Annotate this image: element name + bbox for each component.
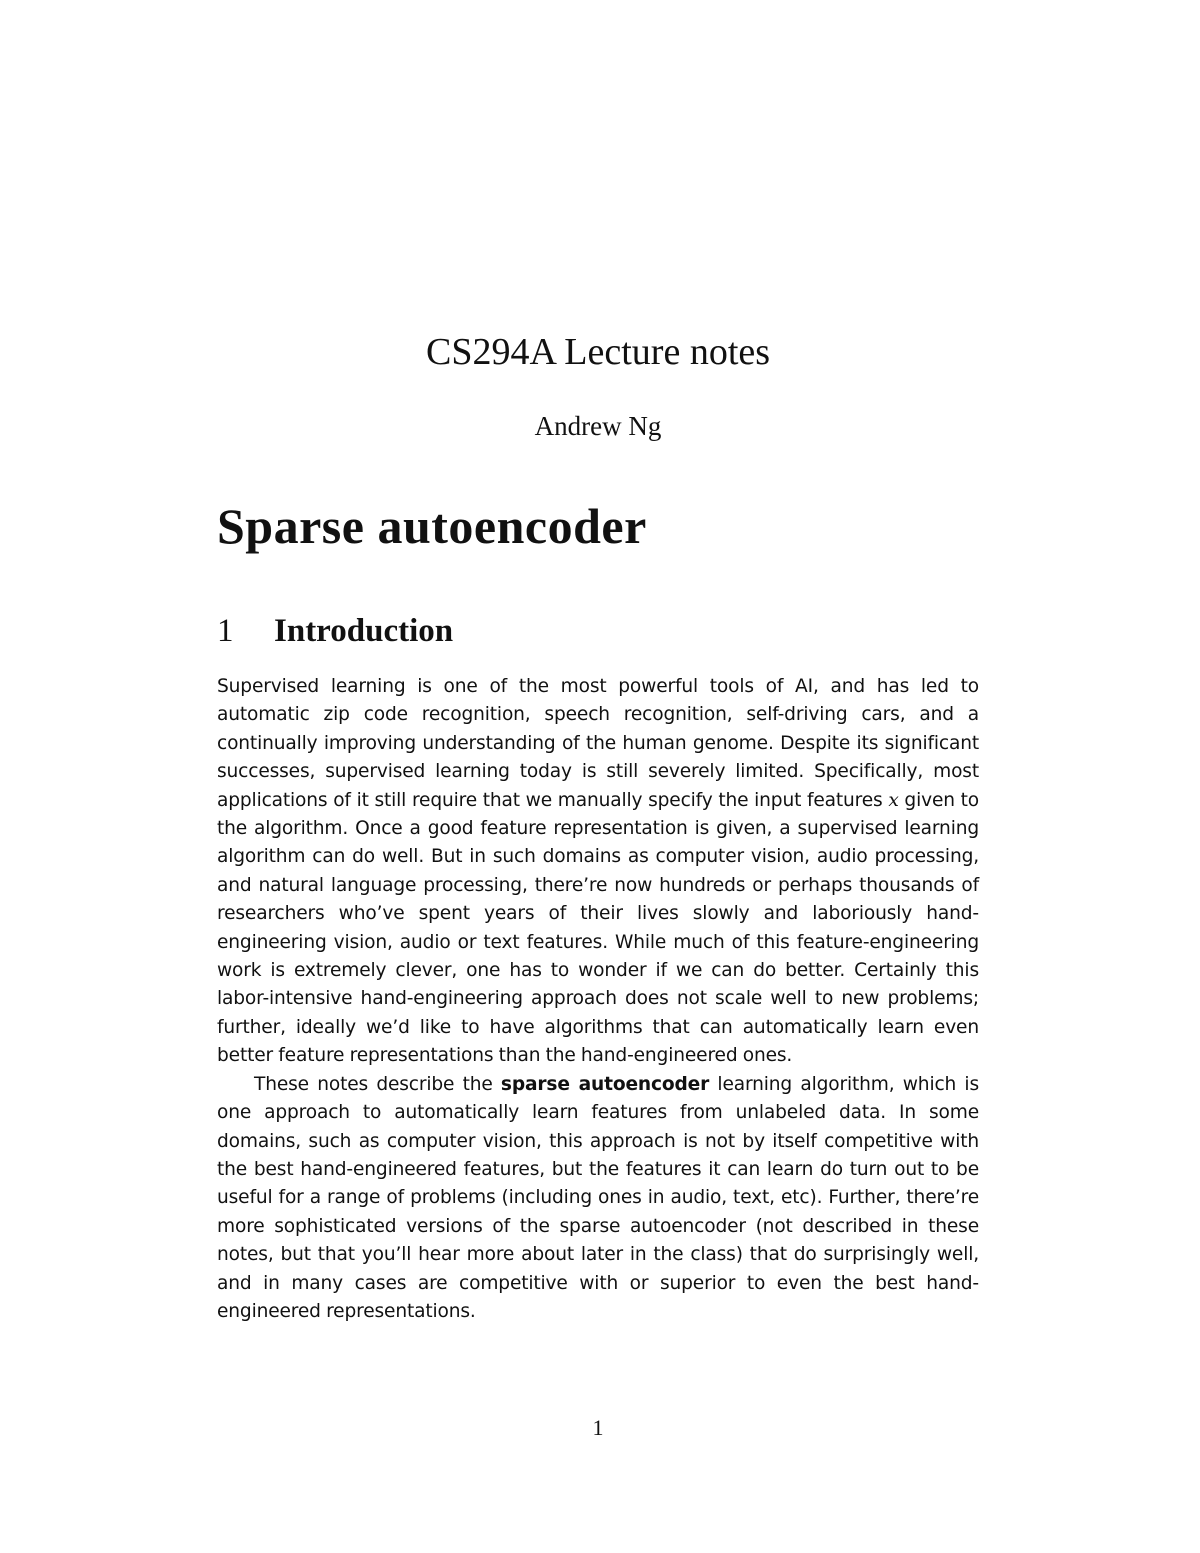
paragraph-intro-part2: given to the algorithm. Once a good feature representation is given, a supervised learning algorithm can do well. But in such domains as computer vision, audio processing, and natural language processing, there’re now hundreds or perhaps thousands of researchers who’ve spent years of their lives slowly and laboriously hand-engineering vision, audio or text features. While much of this feature-engineering work is extremely clever, one has to wonder if we can do better. Certainly this labor-intensive hand-engineering approach does not scale well to new problems; further, ideally we’d like to have algorithms that can automatically learn even better feature representations than the hand-engineered ones.: [217, 789, 979, 1067]
paragraph-intro: [217, 673, 979, 1071]
document-title: CS294A Lecture notes: [425, 331, 771, 373]
bold-term-sparse-autoencoder: sparse autoencoder: [500, 1073, 710, 1095]
section-heading: [217, 610, 453, 652]
paragraph-sparse-part2: learning algorithm, which is one approach to automatically learn features from unlabeled data. In some domains, such as computer vision, this approach is not by itself competitive with the best hand-engineered features, but the features it can learn do turn out to be useful for a range of problems (including ones in audio, text, etc). Further, there’re more sophisticated versions of the sparse autoencoder (not described in these notes, but that you’ll hear more about later in the class) that do surprisingly well, and in many cases are competitive with or superior to even the best hand-engineered representations.: [217, 1073, 979, 1322]
page-number: 1: [592, 1415, 604, 1440]
body-text: [217, 673, 979, 1326]
paragraph-intro-part1: Supervised learning is one of the most powerful tools of AI, and has led to automatic zip code recognition, speech recognition, self-driving cars, and a continually improving understanding of the human genome. Despite its significant successes, supervised learning today is still severely limited. Specifically, most applications of it still require that we manually specify the input features: [217, 676, 979, 811]
section-title: Introduction: [274, 613, 454, 649]
math-variable-x: x: [888, 789, 899, 811]
document-author: Andrew Ng: [534, 411, 662, 441]
paragraph-sparse-autoencoder: [217, 1071, 979, 1327]
paragraph-sparse-part1: These notes describe the: [254, 1073, 501, 1095]
chapter-title: Sparse autoencoder: [217, 498, 647, 554]
section-number: 1: [217, 613, 234, 649]
